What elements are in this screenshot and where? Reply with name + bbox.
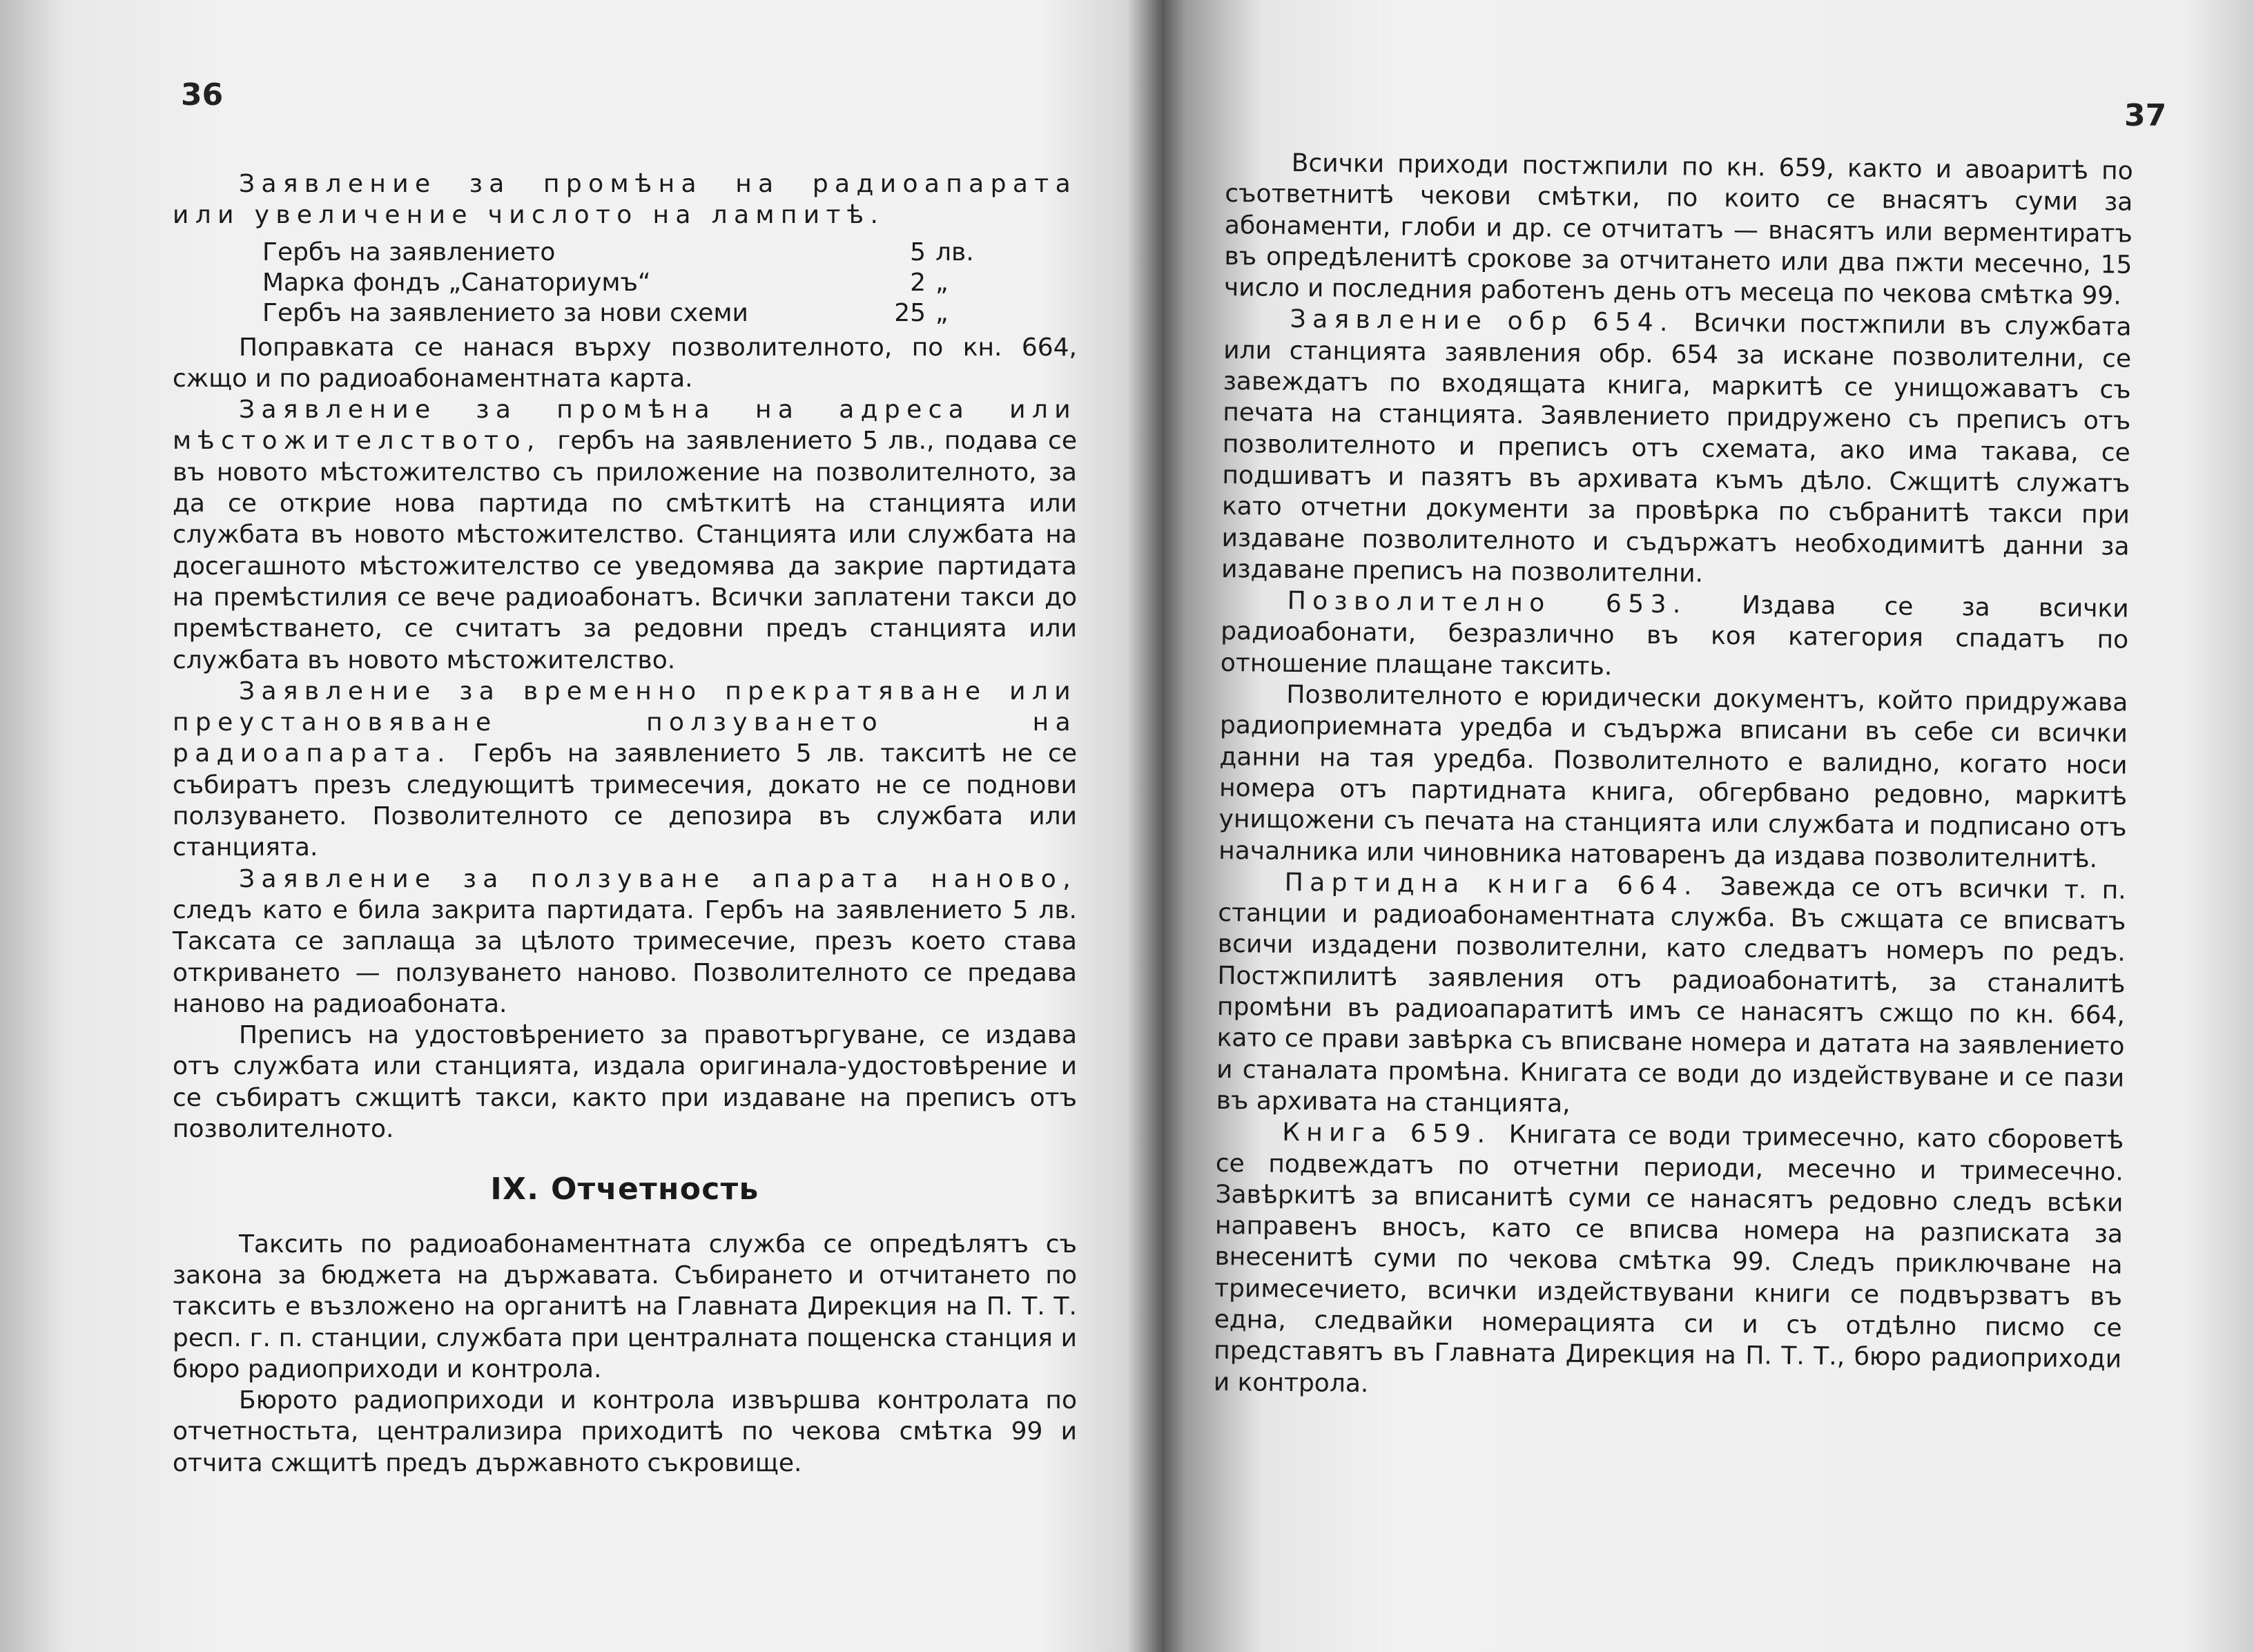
fee-label: Гербъ на заявлението [262, 237, 556, 266]
paragraph-body: Книгата се води тримесечно, като сбороветѣ се подвеждатъ по отчетни периоди, месечно и тримесечно. Завѣркитѣ за вписанитѣ суми се нанасятъ редовно следъ всѣки направенъ вносъ, като се вписва номера на разписката за внесенитѣ суми по чекова смѣтка 99. Следъ приключване на тримесечието, всички издействувани книги се подвързватъ въ една, следвайки номерацията си и съ отдѣлно писмо се представятъ въ Главната Дирекция на П. Т. Т., бюро радиоприходи и контрола. [1213, 1120, 2124, 1398]
fee-row [262, 298, 984, 328]
paragraph: Всички приходи постжпили по кн. 659, както и авоаритѣ по съответнитѣ чекови смѣтки, по които се внасятъ суми за абонаменти, глоби и др. се отчитатъ — внасятъ или верментиратъ въ опредѣленитѣ срокове за отчитането или два пжти месечно, 15 число и последния работенъ день отъ месеца по чекова смѣтка 99. [1223, 148, 2133, 311]
fee-label: Марка фондъ „Санаториумъ“ [262, 268, 651, 297]
paragraph-body: следъ като е била закрита партидата. Гербъ на заявлението 5 лв. Таксата се заплаща за цѣлото тримесечие, презъ което става откриването — ползуването наново. Позволителното се предава наново на радиоабоната. [173, 895, 1077, 1018]
right-page [1156, 0, 2254, 1652]
paragraph [173, 864, 1077, 1020]
fee-amount: 25 [894, 298, 926, 327]
fee-unit: лв. [935, 237, 974, 266]
right-page-text [1214, 147, 2133, 1406]
paragraph [1216, 866, 2126, 1125]
section-lead: Позволително 653. [1287, 587, 1742, 620]
fee-amount: 2 [910, 268, 926, 297]
section-lead: Книга 659. [1282, 1118, 1509, 1149]
paragraph: Позволителното е юридически документъ, който придружава радиоприемната уредба и съдържа вписани въ себе си всички данни на тая уредба. Позволителното е валидно, когато носи номера отъ партидната книга, обгербвано редовно, маркитѣ унищожени съ печата на станцията или службата и подписано отъ началника или чиновника натоваренъ да издава позволителнитѣ. [1218, 680, 2128, 873]
paragraph-body: Гербъ на заявлението 5 лв. такситѣ не се събиратъ презъ следующитѣ тримесечия, докато не се поднови ползуването. Позволителното се депозира въ службата или станцията. [173, 739, 1077, 862]
paragraph [173, 168, 1077, 231]
paragraph: Таксить по радиоабонаментната служба се опредѣлятъ съ закона за бюджета на държавата. Събирането и отчитането по таксить е възложено на органитѣ на Главната Дирекция на П. Т. Т. респ. г. п. станции, службата при централната пощенска станция и бюро радиоприходи и контрола. [173, 1230, 1077, 1383]
page-number-right: 37 [2124, 98, 2167, 133]
section-lead: Заявление за ползуване апарата наново, [239, 864, 1077, 893]
fee-unit: „ [935, 298, 949, 327]
section-lead: Заявление за промѣна на радиоапарата или увеличение числото на лампитѣ. [173, 170, 1077, 230]
paragraph-body: Завежда се отъ всички т. п. станции и радиоабонаментната служба. Въ сжщата се вписватъ всичи издадени позволителни, като следватъ номеръ по редъ. Постжпилитѣ заявления отъ радиоабонатитѣ, за станалитѣ промѣни въ радиоапаратитѣ имъ се нанасятъ сжщо по кн. 664, като се прави завѣрка съ вписване номера и датата на заявлението и станалата промѣна. Книгата се води до издействуване и се пази въ архивата на станцията, [1216, 872, 2126, 1118]
fee-table [262, 237, 984, 328]
fee-unit: „ [935, 268, 949, 297]
section-lead: Заявление обр 654. [1290, 305, 1694, 338]
paragraph-body: Всички постжпили въ службата или станцията заявления обр. 654 за искане позволителни, се завеждатъ по входящата книга, маркитѣ се унищожаватъ съ печата на станцията. Заявлението придружено съ преписъ отъ позволителното и преписъ отъ схемата, ако има такава, се подшиватъ и пазятъ въ архивата къмъ дѣло. Сжщитѣ служатъ като отчетни документи за провѣрка по събранитѣ такси при издаване позволителното и съдържатъ необходимитѣ данни за издаване преписъ на позволителни. [1221, 309, 2132, 588]
section-lead: Заявление за временно прекратяване или преустановяване ползуването на радиоапарата. [173, 677, 1077, 768]
paragraph [1221, 303, 2132, 593]
page-number-left: 36 [181, 77, 224, 113]
chapter-heading: IX. Отчетность [490, 1172, 759, 1207]
fee-row [262, 237, 984, 267]
fee-label: Гербъ на заявлението за нови схеми [262, 298, 748, 327]
paragraph: Преписъ на удостовѣрението за правотъргуване, се издава отъ службата или станцията, издала оригинала-удостовѣрение и се събиратъ сжщитѣ такси, както при издаване на преписъ отъ позволителното. [173, 1021, 1077, 1144]
paragraph [173, 676, 1077, 864]
section-lead: Партидна книга 664. [1284, 868, 1720, 901]
fee-row [262, 267, 984, 298]
paragraph [173, 394, 1077, 676]
paragraph [1221, 585, 2129, 688]
paragraph-body: Издава се за всички радиоабонати, безразлично въ коя категория спадатъ по отношение плащане таксить. [1220, 591, 2129, 681]
paragraph: Поправката се нанася върху позволителното, по кн. 664, сжщо и по радиоабонаментната карта. [173, 333, 1077, 393]
paragraph: Бюрото радиоприходи и контрола извършва контролата по отчетностьта, централизира приходитѣ по чекова смѣтка 99 и отчита сжщитѣ предъ държавното съкровище. [173, 1386, 1077, 1477]
paragraph-body: гербъ на заявлението 5 лв., подава се въ новото мѣстожителство съ приложение на позволителното, за да се открие нова партида по смѣткитѣ на станцията или службата въ новото мѣстожителство. Станцията или службата на досегашното мѣстожителство се уведомява да закрие партидата на премѣстилия се вече радиоабонатъ. Всички заплатени такси до премѣстването, се считатъ за редовни предъ станцията или службата въ новото мѣстожителство. [173, 427, 1077, 674]
fee-amount: 5 [910, 237, 926, 266]
paragraph [1214, 1116, 2124, 1406]
section-lead: Заявление за промѣна на адреса или мѣстожителството, [173, 396, 1077, 456]
left-page-text [173, 168, 1077, 1479]
